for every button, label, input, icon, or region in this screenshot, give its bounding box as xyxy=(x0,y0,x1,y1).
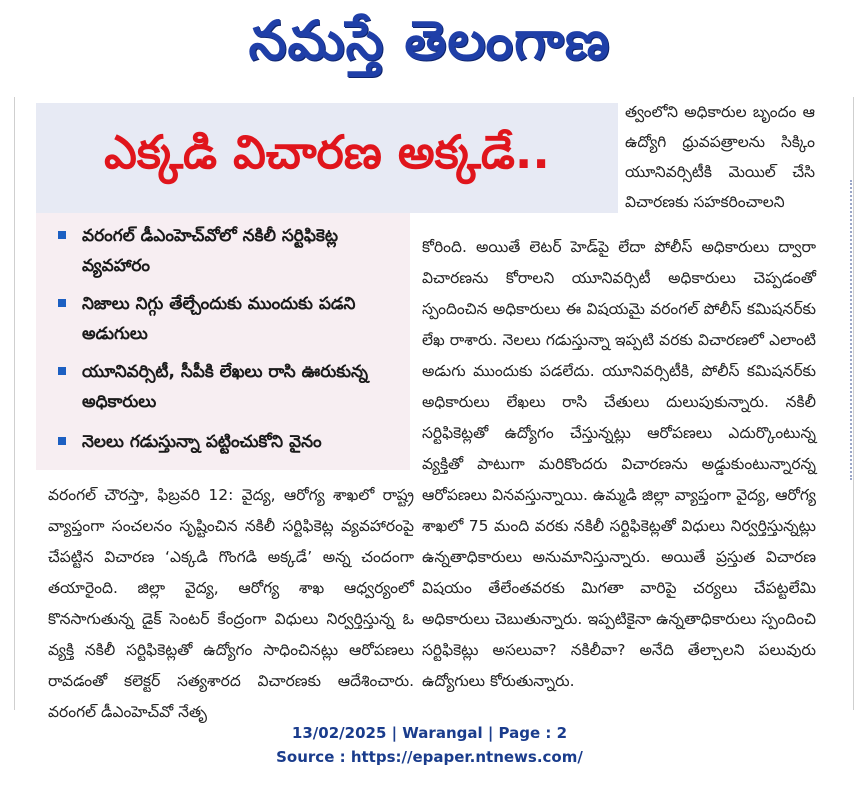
highlight-item xyxy=(58,221,406,281)
highlight-item xyxy=(58,357,406,417)
article-body-right-top: త్వంలోని అధికారుల బృందం ఆ ఉద్యోగి ధ్రువపత్రాలను సిక్కిం యూనివర్సిటీకి మెయిల్ చేసి విచారణకు సహకరించాలని xyxy=(625,103,815,211)
highlights-box xyxy=(36,213,410,470)
clipping-edge xyxy=(850,180,858,480)
masthead xyxy=(0,0,859,95)
footer-date-line: 13/02/2025 | Warangal | Page : 2 xyxy=(291,724,568,742)
highlight-text: వరంగల్ డీఎంహెచ్‌వోలో నకిలీ సర్టిఫికెట్ల వ్యవహారం xyxy=(82,226,338,276)
square-bullet-icon xyxy=(58,437,66,445)
square-bullet-icon xyxy=(58,367,66,375)
highlight-item xyxy=(58,289,406,349)
headline: ఎక్కడి విచారణ అక్కడే.. xyxy=(104,125,550,179)
square-bullet-icon xyxy=(58,231,66,239)
newspaper-logo: నమస్తే తెలంగాణ xyxy=(248,9,611,72)
article-body-right: కోరింది. అయితే లెటర్ హెడ్‌పై లేదా పోలీస్ అధికారులు ద్వారా విచారణను కోరాలని యూనివర్సిటీ అధికారులు చెప్పడంతో స్పందించిన అధికారులు ఈ విషయమై వరంగల్ పోలీస్ కమిషనర్‌కు లేఖ రాశారు. నెలలు గడుస్తున్నా ఇప్పటి వరకు విచారణలో ఎలాంటి అడుగు ముందుకు పడలేదు. యూనివర్సిటీకి, పోలీస్ కమిషనర్‌కు అధికారులు లేఖలు రాసి చేతులు దులుపుకున్నారు. నకిలీ సర్టిఫికెట్లతో ఉద్యోగం చేస్తున్నట్లు ఆరోపణలు ఎదుర్కొంటున్న వ్యక్తితో పాటుగా మరికొందరు విచారణను అడ్డుకుంటున్నారన్న ఆరోపణలు వినవస్తున్నాయి. ఉమ్మడి జిల్లా వ్యాప్తంగా వైద్య, ఆరోగ్య శాఖలో 75 మంది వరకు నకిలీ సర్టిఫికెట్లతో విధులు నిర్వర్తిస్తున్నట్లు ఉన్నతాధికారులు అనుమానిస్తున్నారు. అయితే ప్రస్తుత విచారణ విషయం తేలేంతవరకు మిగతా వారిపై చర్యలు చేపట్టలేమి అధికారులు చెబుతున్నారు. ఇప్పటికైనా ఉన్నతాధికారులు స్పందించి సర్టిఫికెట్లు అసలువా? నకిలీవా? అనేది తేల్చాలని పలువురు ఉద్యోగులు కోరుతున్నారు. xyxy=(422,238,816,690)
square-bullet-icon xyxy=(58,299,66,307)
footer-source-line: Source : https://epaper.ntnews.com/ xyxy=(276,748,583,766)
highlight-text: నెలలు గడుస్తున్నా పట్టించుకోని వైనం xyxy=(82,432,322,452)
highlight-text: యూనివర్సిటీ, సీపీకి లేఖలు రాసి ఊరుకున్న అధికారులు xyxy=(82,362,368,412)
highlight-text: నిజాలు నిగ్గు తేల్చేందుకు ముందుకు పడని అడుగులు xyxy=(82,294,356,344)
headline-panel xyxy=(36,103,618,213)
article-body-left: వరంగల్ చౌరస్తా, ఫిబ్రవరి 12: వైద్య, ఆరోగ్య శాఖలో రాష్ట్ర వ్యాప్తంగా సంచలనం సృష్టించిన నకిలీ సర్టిఫికెట్ల వ్యవహారంపై చేపట్టిన విచారణ ‘ఎక్కడి గొంగడి అక్కడే’ అన్న చందంగా తయారైంది. జిల్లా వైద్య, ఆరోగ్య శాఖ ఆధ్వర్యంలో కొనసాగుతున్న డైక్ సెంటర్ కేంద్రంగా విధులు నిర్వర్తిస్తున్న ఓ వ్యక్తి నకిలీ సర్టిఫికెట్లతో ఉద్యోగం సాధించినట్లు ఆరోపణలు రావడంతో కలెక్టర్ సత్యశారద విచారణకు ఆదేశించారు. వరంగల్ డీఎంహెచ్‌వో నేతృ xyxy=(48,486,414,721)
highlight-item xyxy=(58,427,406,457)
